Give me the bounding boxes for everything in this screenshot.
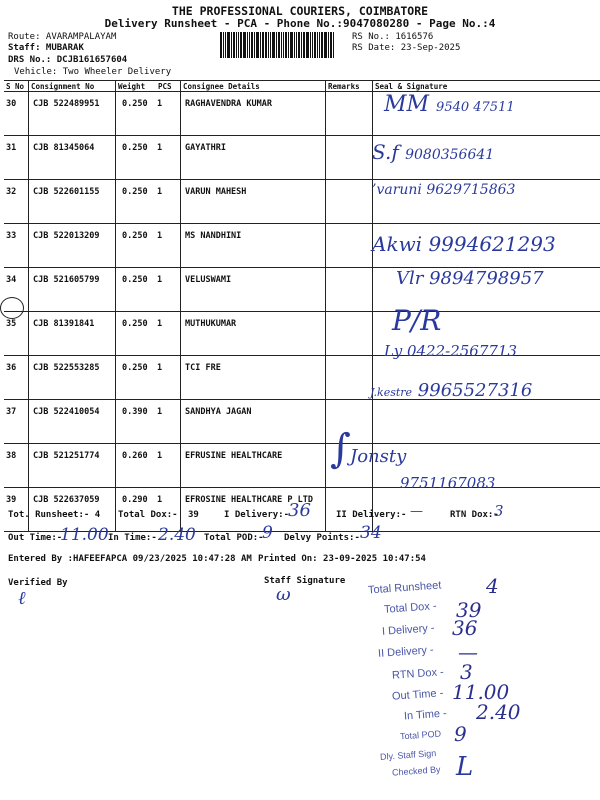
signature-row-34: Vlr 9894798957 — [396, 268, 544, 289]
signature-row-31: S.f 9080356641 — [372, 140, 495, 164]
barcode-bar — [278, 32, 280, 58]
cell-remarks — [326, 268, 373, 312]
stamp-label: In Time - — [403, 707, 448, 723]
cell-consignee: MUTHUKUMAR — [181, 312, 326, 356]
barcode-bar — [298, 32, 300, 58]
cell-consignee: EFROSINE HEALTHCARE P LTD — [181, 488, 326, 532]
cell-pcs: 1 — [156, 180, 181, 224]
cell-weight: 0.390 — [116, 400, 157, 444]
cell-weight: 0.250 — [116, 136, 157, 180]
total-dox-value: 39 — [188, 510, 199, 520]
stamp-value: 4 — [486, 574, 499, 598]
signature-row-33: Akwi 9994621293 — [372, 232, 556, 256]
stamp-label: Out Time - — [391, 687, 444, 703]
cell-pcs: 1 — [156, 136, 181, 180]
cell-remarks — [326, 92, 373, 136]
cell-weight: 0.250 — [116, 312, 157, 356]
runsheet-table — [4, 80, 600, 532]
stamp-value: 36 — [452, 616, 478, 640]
barcode-bar — [317, 32, 318, 58]
barcode-bar — [225, 32, 226, 58]
runsheet-title: Delivery Runsheet - PCA - Phone No.:9047080280 - Page No.:4 — [104, 17, 496, 30]
total-pod-label: Total POD:- — [204, 533, 264, 543]
cell-consignment: CJB 522601155 — [29, 180, 116, 224]
table-row — [4, 444, 600, 488]
barcode-bar — [312, 32, 313, 58]
cell-remarks — [326, 312, 373, 356]
cell-weight: 0.260 — [116, 444, 157, 488]
stamp-value: 9 — [454, 722, 467, 746]
cell-consignment: CJB 521251774 — [29, 444, 116, 488]
barcode-bar — [288, 32, 289, 58]
company-name: THE PROFESSIONAL COURIERS, COIMBATORE — [171, 4, 429, 18]
cell-consignee: EFRUSINE HEALTHCARE — [181, 444, 326, 488]
stamp-label: Total POD — [399, 728, 442, 742]
cell-consignment: CJB 522489951 — [29, 92, 116, 136]
entered-by: Entered By :HAFEEFAPCA 09/23/2025 10:47:28 AM — [8, 554, 252, 564]
barcode-bar — [236, 32, 237, 58]
cell-consignment: CJB 81345064 — [29, 136, 116, 180]
cell-sno: 30 — [4, 92, 29, 136]
barcode-bar — [296, 32, 297, 58]
stamp-label: II Delivery - — [377, 644, 434, 660]
barcode-bar — [270, 32, 271, 58]
stamp-label: Total Dox - — [383, 600, 437, 616]
barcode-bar — [268, 32, 269, 58]
cell-pcs: 1 — [156, 356, 181, 400]
cell-consignee: GAYATHRI — [181, 136, 326, 180]
signature-row-35: P/R — [392, 304, 442, 337]
cell-consignment: CJB 522553285 — [29, 356, 116, 400]
cell-pcs: 1 — [156, 268, 181, 312]
vehicle-text: Vehicle: Two Wheeler Delivery — [14, 67, 172, 77]
col-consignee: Consignee Details — [181, 81, 326, 92]
cell-sno: 31 — [4, 136, 29, 180]
i-delivery-value: 36 — [288, 500, 311, 521]
staff-signature-label: Staff Signature — [264, 576, 346, 586]
signature-row-38b: Jonsty — [350, 446, 407, 467]
ii-delivery-label: II Delivery:- — [336, 510, 407, 520]
barcode-bar — [265, 32, 267, 58]
signature-row-39: 9751167083 — [400, 474, 496, 492]
stamp-value: 3 — [460, 660, 473, 684]
cell-sno: 37 — [4, 400, 29, 444]
i-delivery-label: I Delivery:- — [224, 510, 290, 520]
row-circle-mark — [0, 297, 24, 319]
barcode-bar — [333, 32, 334, 58]
barcode-bar — [249, 32, 250, 58]
stamp-label: Checked By — [391, 764, 441, 778]
barcode-bar — [238, 32, 239, 58]
signature-row-36: Ly 0422-2567713 — [384, 342, 517, 360]
barcode-bar — [321, 32, 323, 58]
staff-text: Staff: MUBARAK — [8, 43, 84, 53]
cell-sno: 32 — [4, 180, 29, 224]
barcode-bar — [262, 32, 264, 58]
barcode-bar — [251, 32, 253, 58]
cell-sno: 39 — [4, 488, 29, 532]
barcode-bar — [220, 32, 222, 58]
cell-consignment: CJB 81391841 — [29, 312, 116, 356]
barcode-bar — [314, 32, 316, 58]
in-time-value: 2.40 — [158, 525, 196, 545]
signature-row-32: ’varuni 9629715863 — [372, 182, 516, 198]
barcode-bar — [303, 32, 305, 58]
stamp-value: — — [458, 640, 478, 664]
barcode-bar — [290, 32, 293, 58]
cell-sno: 36 — [4, 356, 29, 400]
cell-sno: 38 — [4, 444, 29, 488]
barcode-bar — [328, 32, 329, 58]
barcode-bar — [301, 32, 302, 58]
out-time-value: 11.00 — [60, 525, 109, 545]
stamp-label: Total Runsheet — [367, 579, 442, 597]
barcode-bar — [231, 32, 232, 58]
barcode-bar — [294, 32, 295, 58]
total-dox-label: Total Dox:- — [118, 510, 178, 520]
cell-consignment: CJB 522637059 — [29, 488, 116, 532]
barcode-bar — [281, 32, 282, 58]
rtn-dox-label: RTN Dox:- — [450, 510, 499, 520]
cell-pcs: 1 — [156, 444, 181, 488]
out-time-label: Out Time:- — [8, 533, 63, 543]
barcode-bar — [240, 32, 242, 58]
cell-consignee: VELUSWAMI — [181, 268, 326, 312]
route-text: Route: AVARAMPALAYAM — [8, 32, 117, 42]
barcode-bar — [243, 32, 246, 58]
signature-row-30: MM 9540 47511 — [384, 92, 515, 117]
cell-sno: 33 — [4, 224, 29, 268]
stamp-label: Dly. Staff Sign — [379, 748, 437, 762]
cell-remarks — [326, 356, 373, 400]
delvy-points-label: Delvy Points:- — [284, 533, 360, 543]
cell-sno: 35 — [4, 312, 29, 356]
stamp-value: 39 — [456, 598, 482, 622]
barcode-bar — [272, 32, 275, 58]
cell-consignment: CJB 521605799 — [29, 268, 116, 312]
cell-consignment: CJB 522013209 — [29, 224, 116, 268]
cell-consignee: SANDHYA JAGAN — [181, 400, 326, 444]
cell-consignment: CJB 522410054 — [29, 400, 116, 444]
cell-pcs: 1 — [156, 400, 181, 444]
barcode-bar — [260, 32, 261, 58]
rs-date-text: RS Date: 23-Sep-2025 — [352, 43, 461, 53]
barcode-bar — [319, 32, 320, 58]
col-remarks: Remarks — [326, 81, 373, 92]
cell-weight: 0.250 — [116, 180, 157, 224]
col-sno: S No — [4, 81, 29, 92]
cell-weight: 0.250 — [116, 356, 157, 400]
cell-signature — [373, 400, 600, 444]
stamp-value: 2.40 — [476, 700, 521, 724]
barcode-icon — [220, 32, 348, 58]
rtn-dox-value: 3 — [494, 502, 504, 520]
barcode-bar — [285, 32, 287, 58]
barcode-bar — [283, 32, 284, 58]
cell-consignee: RAGHAVENDRA KUMAR — [181, 92, 326, 136]
table-header-row — [4, 81, 600, 92]
cell-pcs: 1 — [156, 92, 181, 136]
cell-remarks — [326, 224, 373, 268]
in-time-label: In Time:- — [108, 533, 157, 543]
delvy-points-value: 34 — [360, 523, 382, 543]
cell-weight: 0.290 — [116, 488, 157, 532]
barcode-bar — [324, 32, 327, 58]
verified-by-signature: ℓ — [18, 588, 26, 609]
cell-pcs: 1 — [156, 312, 181, 356]
col-pcs: PCS — [156, 81, 181, 92]
col-consignment: Consignment No — [29, 81, 116, 92]
barcode-bar — [330, 32, 332, 58]
barcode-bar — [254, 32, 255, 58]
printed-on: Printed On: 23-09-2025 10:47:54 — [258, 554, 426, 564]
barcode-bar — [247, 32, 248, 58]
signature-row-38: ∫ — [330, 426, 351, 472]
checked-by-signature: L — [456, 752, 474, 782]
cell-weight: 0.250 — [116, 268, 157, 312]
barcode-bar — [310, 32, 311, 58]
cell-pcs: 1 — [156, 488, 181, 532]
cell-remarks — [326, 136, 373, 180]
table-row — [4, 136, 600, 180]
drs-text: DRS No.: DCJB161657604 — [8, 55, 128, 65]
cell-remarks — [326, 180, 373, 224]
stamp-label: RTN Dox - — [391, 666, 445, 682]
barcode-bar — [227, 32, 230, 58]
verified-by-label: Verified By — [8, 578, 68, 588]
barcode-bar — [306, 32, 309, 58]
barcode-bar — [223, 32, 224, 58]
signature-row-37: J.kestre 9965527316 — [370, 380, 533, 401]
cell-consignee: VARUN MAHESH — [181, 180, 326, 224]
cell-consignee: MS NANDHINI — [181, 224, 326, 268]
stamp-label: I Delivery - — [381, 622, 435, 638]
cell-sno: 34 — [4, 268, 29, 312]
cell-consignee: TCI FRE — [181, 356, 326, 400]
cell-weight: 0.250 — [116, 92, 157, 136]
rs-no-text: RS No.: 1616576 — [352, 32, 434, 42]
barcode-bar — [233, 32, 235, 58]
col-weight: Weight — [116, 81, 157, 92]
cell-pcs: 1 — [156, 224, 181, 268]
cell-weight: 0.250 — [116, 224, 157, 268]
barcode-bar — [276, 32, 277, 58]
tot-runsheet: Tot. Runsheet:- 4 — [8, 510, 101, 520]
ii-delivery-value: — — [410, 504, 423, 519]
barcode-bar — [256, 32, 259, 58]
total-pod-value: 9 — [262, 523, 273, 543]
col-signature: Seal & Signature — [373, 81, 600, 92]
table-row — [4, 400, 600, 444]
staff-signature-mark: ω — [276, 584, 291, 605]
stamp-value: 11.00 — [452, 680, 510, 704]
